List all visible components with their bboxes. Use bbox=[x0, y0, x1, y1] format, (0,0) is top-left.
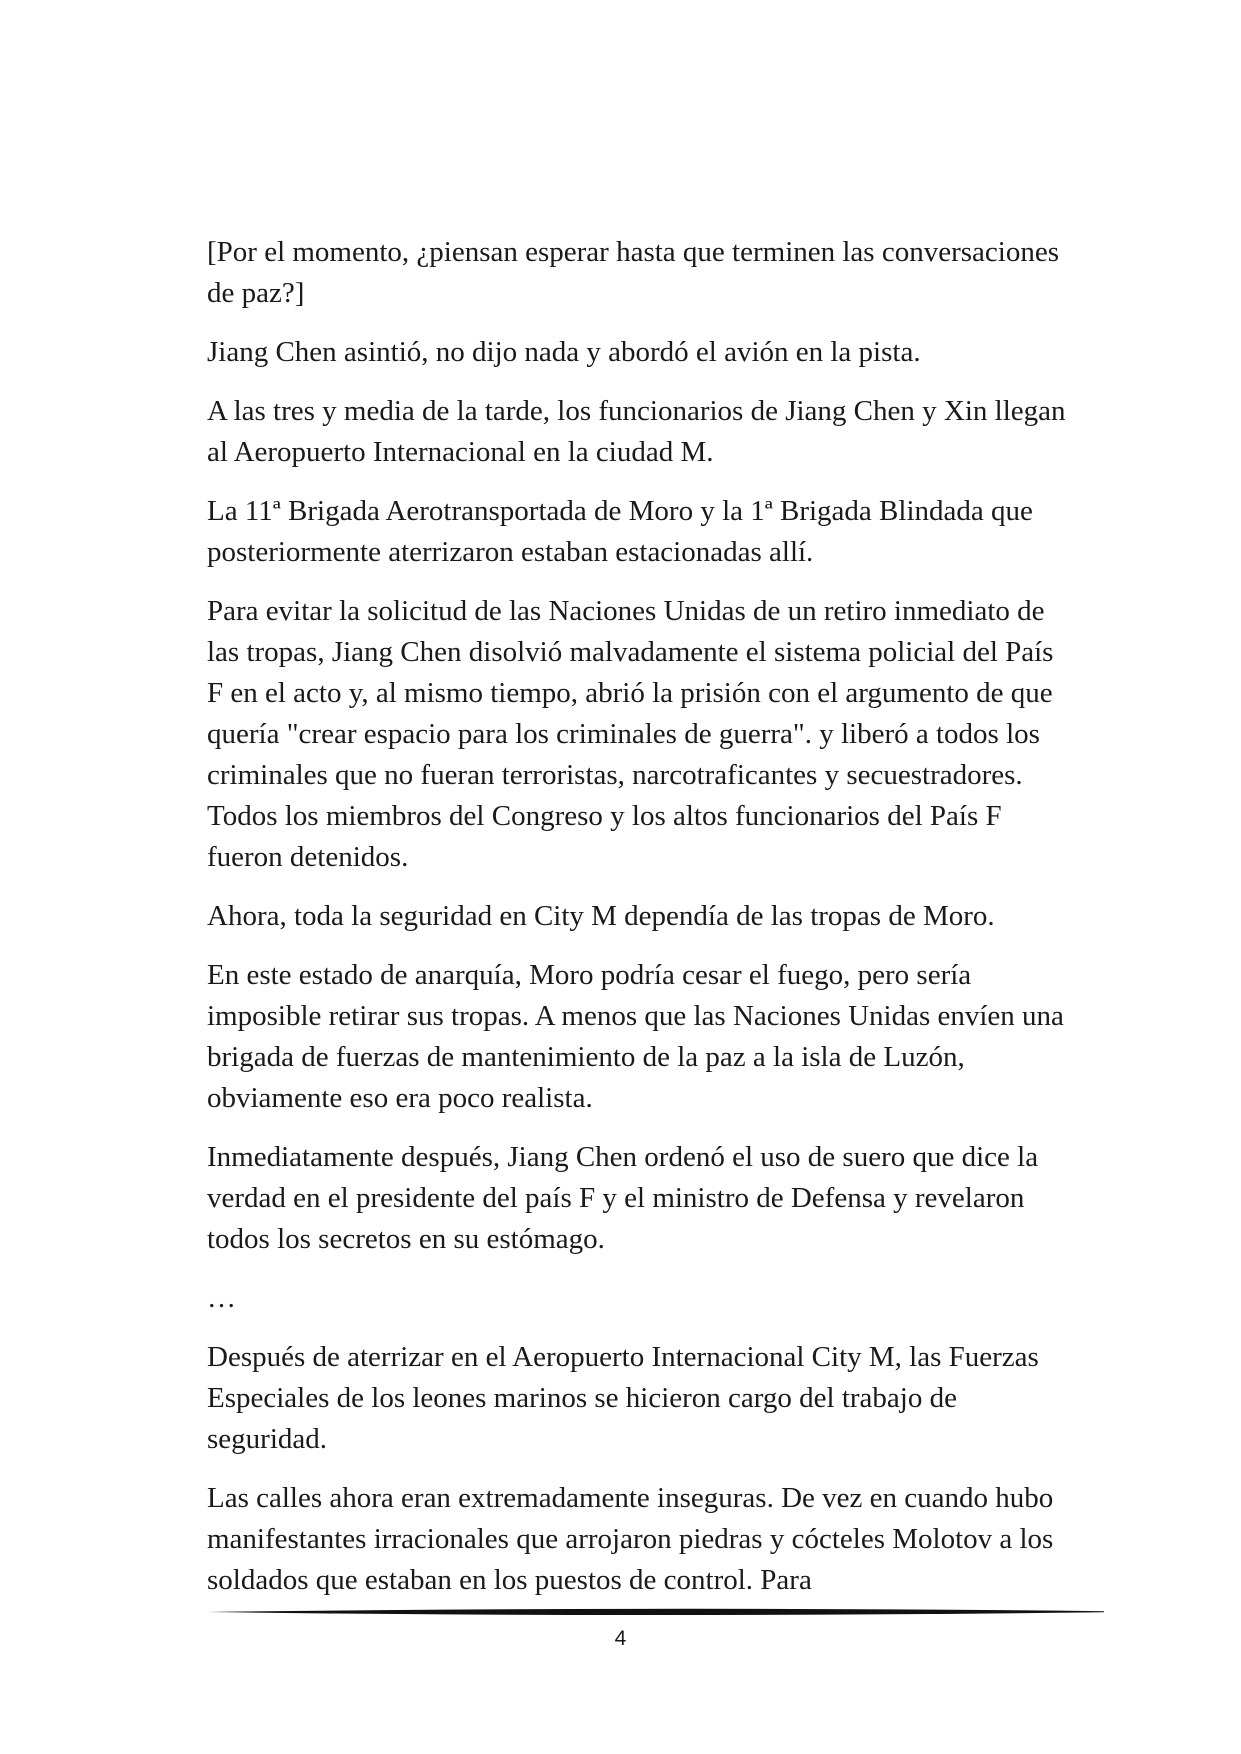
text-body bbox=[207, 232, 1067, 1619]
paragraph: Para evitar la solicitud de las Naciones Unidas de un retiro inmediato de las tropas, Jiang Chen disolvió malvadamente el sistema policial del País F en el acto y, al mismo tiempo, abrió la prisión con el argumento de que quería "crear espacio para los criminales de guerra". y liberó a todos los criminales que no fueran terroristas, narcotraficantes y secuestradores. Todos los miembros del Congreso y los altos funcionarios del País F fueron detenidos. bbox=[207, 595, 1054, 873]
paragraph: Inmediatamente después, Jiang Chen ordenó el uso de suero que dice la verdad en el presidente del país F y el ministro de Defensa y revelaron todos los secretos en su estómago. bbox=[207, 1141, 1039, 1255]
footer-divider bbox=[207, 1606, 1104, 1618]
paragraph: Ahora, toda la seguridad en City M dependía de las tropas de Moro. bbox=[207, 900, 995, 932]
paragraph: La 11ª Brigada Aerotransportada de Moro y la 1ª Brigada Blindada que posteriormente aterrizaron estaban estacionadas allí. bbox=[207, 495, 1033, 568]
paragraph: [Por el momento, ¿piensan esperar hasta que terminen las conversaciones de paz?] bbox=[207, 236, 1059, 309]
paragraph: A las tres y media de la tarde, los funcionarios de Jiang Chen y Xin llegan al Aeropuerto Internacional en la ciudad M. bbox=[207, 395, 1066, 468]
paragraph: Las calles ahora eran extremadamente inseguras. De vez en cuando hubo manifestantes irracionales que arrojaron piedras y cócteles Molotov a los soldados que estaban en los puestos de control. Para bbox=[207, 1482, 1054, 1596]
paragraph: Después de aterrizar en el Aeropuerto Internacional City M, las Fuerzas Especiales de los leones marinos se hicieron cargo del trabajo de seguridad. bbox=[207, 1341, 1039, 1455]
ellipsis-separator: … bbox=[207, 1282, 236, 1314]
paragraph: En este estado de anarquía, Moro podría cesar el fuego, pero sería imposible retirar sus tropas. A menos que las Naciones Unidas envíen una brigada de fuerzas de mantenimiento de la paz a la isla de Luzón, obviamente eso era poco realista. bbox=[207, 959, 1064, 1114]
page-number: 4 bbox=[614, 1627, 627, 1650]
paragraph: Jiang Chen asintió, no dijo nada y abordó el avión en la pista. bbox=[207, 336, 921, 368]
